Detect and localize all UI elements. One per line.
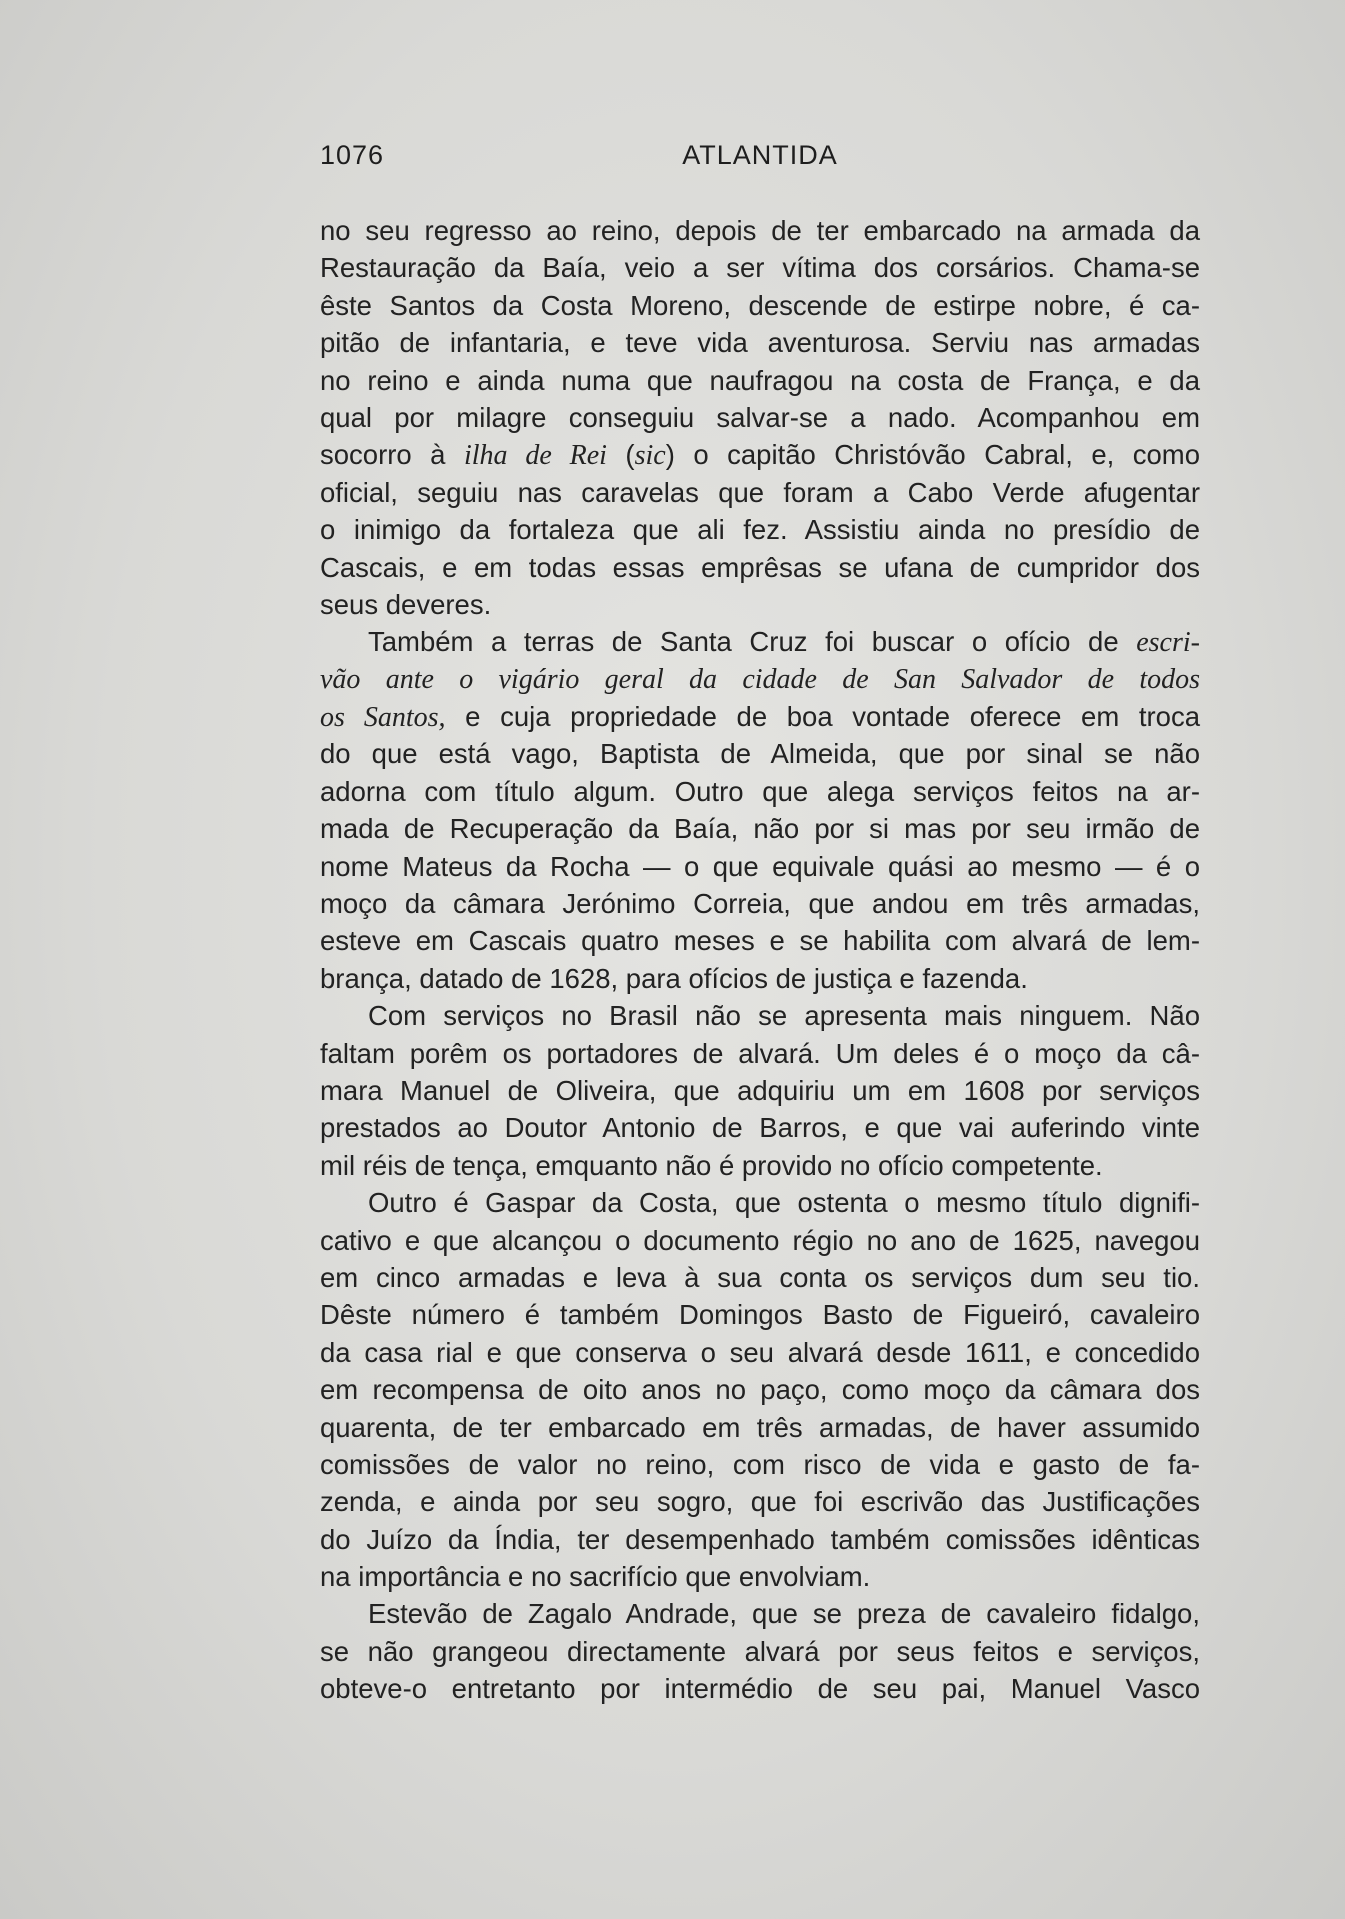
- text-line: comissões de valor no reino, com risco de vida e gasto de fa-: [320, 1448, 1200, 1480]
- text-segment: Também a terras de Santa Cruz foi buscar o ofício de: [368, 626, 1137, 658]
- text-line: Estevão de Zagalo Andrade, que se preza de cavaleiro fidalgo,: [368, 1598, 1200, 1630]
- text-line: brança, datado de 1628, para ofícios de justiça e fazenda.: [320, 962, 1028, 994]
- text-line: oficial, seguiu nas caravelas que foram a Cabo Verde afugentar: [320, 476, 1200, 508]
- text-line: Dêste número é também Domingos Basto de Figueiró, cavaleiro: [320, 1299, 1200, 1331]
- text-line: vão ante o vigário geral da cidade de San Salvador de todos: [320, 663, 1200, 695]
- text-line: prestados ao Doutor Antonio de Barros, e que vai auferindo vinte: [320, 1112, 1200, 1144]
- running-title: ATLANTIDA: [682, 140, 838, 170]
- text-line: mada de Recuperação da Baía, não por si mas por seu irmão de: [320, 813, 1200, 845]
- text-line: quarenta, de ter embarcado em três armadas, de haver assumido: [320, 1411, 1200, 1443]
- text-line: cativo e que alcançou o documento régio no ano de 1625, navegou: [320, 1224, 1200, 1256]
- text-segment: (: [606, 439, 635, 471]
- text-line: em cinco armadas e leva à sua conta os serviços dum seu tio.: [320, 1261, 1200, 1293]
- text-line: zenda, e ainda por seu sogro, que foi escrivão das Justificações: [320, 1486, 1200, 1518]
- body-text: [320, 212, 1200, 1708]
- italic-segment: ilha de Rei: [463, 440, 607, 472]
- italic-segment: escri-: [1136, 627, 1200, 659]
- text-line: [320, 623, 1200, 660]
- text-line: adorna com título algum. Outro que alega serviços feitos na ar-: [320, 775, 1200, 807]
- text-line: [320, 436, 1200, 473]
- text-line: moço da câmara Jerónimo Correia, que andou em três armadas,: [320, 888, 1200, 920]
- text-line: êste Santos da Costa Moreno, descende de estirpe nobre, é ca-: [320, 289, 1200, 321]
- text-line: do Juízo da Índia, ter desempenhado também comissões idênticas: [320, 1523, 1200, 1555]
- text-line: esteve em Cascais quatro meses e se habilita com alvará de lem-: [320, 925, 1200, 957]
- text-line: [320, 698, 1200, 735]
- italic-segment: sic: [634, 440, 666, 472]
- text-segment: ) o capitão Christóvão Cabral, e, como: [665, 439, 1200, 471]
- text-line: do que está vago, Baptista de Almeida, que por sinal se não: [320, 738, 1200, 770]
- text-line: Com serviços no Brasil não se apresenta mais ninguem. Não: [368, 1000, 1200, 1032]
- text-line: da casa rial e que conserva o seu alvará desde 1611, e concedido: [320, 1336, 1200, 1368]
- text-line: no reino e ainda numa que naufragou na costa de França, e da: [320, 364, 1200, 396]
- text-line: Cascais, e em todas essas emprêsas se ufana de cumpridor dos: [320, 551, 1200, 583]
- text-line: mil réis de tença, emquanto não é provido no ofício competente.: [320, 1149, 1103, 1181]
- page-header: [320, 140, 1200, 180]
- text-line: na importância e no sacrifício que envolviam.: [320, 1561, 871, 1593]
- text-line: qual por milagre conseguiu salvar-se a nado. Acompanhou em: [320, 401, 1200, 433]
- text-line: Outro é Gaspar da Costa, que ostenta o mesmo título dignifi-: [368, 1187, 1200, 1219]
- text-line: obteve-o entretanto por intermédio de seu pai, Manuel Vasco: [320, 1673, 1200, 1705]
- text-segment: e cuja propriedade de boa vontade oferece em troca: [445, 701, 1200, 733]
- text-line: nome Mateus da Rocha — o que equivale quási ao mesmo — é o: [320, 850, 1200, 882]
- text-line: se não grangeou directamente alvará por seus feitos e serviços,: [320, 1635, 1200, 1667]
- text-line: seus deveres.: [320, 588, 492, 620]
- text-line: no seu regresso ao reino, depois de ter embarcado na armada da: [320, 215, 1200, 246]
- text-line: em recompensa de oito anos no paço, como moço da câmara dos: [320, 1374, 1200, 1406]
- text-line: o inimigo da fortaleza que ali fez. Assistiu ainda no presídio de: [320, 514, 1200, 546]
- text-segment: socorro à: [320, 439, 464, 471]
- text-line: Restauração da Baía, veio a ser vítima dos corsários. Chama-se: [320, 252, 1200, 284]
- italic-segment: os Santos,: [320, 702, 446, 734]
- text-line: pitão de infantaria, e teve vida aventurosa. Serviu nas armadas: [320, 327, 1200, 359]
- page-number: 1076: [320, 140, 385, 170]
- text-line: mara Manuel de Oliveira, que adquiriu um em 1608 por serviços: [320, 1074, 1200, 1106]
- text-line: faltam porêm os portadores de alvará. Um deles é o moço da câ-: [320, 1037, 1200, 1069]
